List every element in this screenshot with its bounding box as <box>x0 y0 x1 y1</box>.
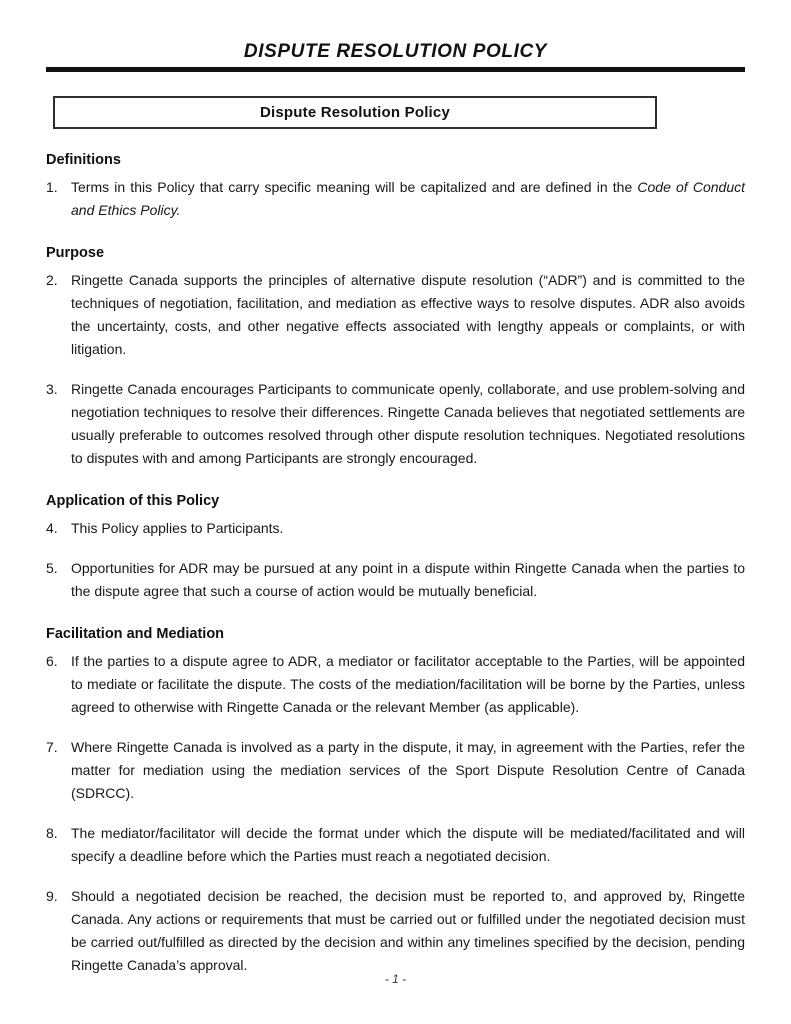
page-title: DISPUTE RESOLUTION POLICY <box>243 41 548 62</box>
text-segment: If the parties to a dispute agree to ADR, a mediator or facilitator acceptable to the Parties, will be appointed to mediate or facilitate the dispute. The costs of the mediation/facilitation will be borne by the Parties, unless agreed to otherwise with Ringette Canada or the relevant Member (as applicable). <box>71 653 745 715</box>
text-segment: Terms in this Policy that carry specific meaning will be capitalized and are defined in the <box>71 179 638 195</box>
section-heading: Definitions <box>46 152 121 168</box>
section-heading: Facilitation and Mediation <box>46 626 225 642</box>
italic-text-segment: Code of Conduct and Ethics Policy. <box>71 179 745 218</box>
title-rule <box>46 67 745 72</box>
policy-section <box>46 242 745 470</box>
numbered-paragraph <box>46 650 745 719</box>
section-heading: Purpose <box>46 245 105 261</box>
paragraph-number: 3. <box>46 381 58 397</box>
paragraph-text <box>71 176 745 222</box>
document-footer <box>0 972 791 986</box>
numbered-paragraph <box>46 378 745 470</box>
paragraph-text <box>71 517 745 540</box>
paragraph-number: 7. <box>46 739 58 755</box>
boxed-title-text: Dispute Resolution Policy <box>259 104 451 121</box>
paragraph-text <box>71 557 745 603</box>
paragraph-text <box>71 736 745 805</box>
section-heading: Application of this Policy <box>46 493 220 509</box>
text-segment: Ringette Canada encourages Participants to communicate openly, collaborate, and use problem-solving and negotiation techniques to resolve their differences. Ringette Canada believes that negotiated settlements are usually preferable to outcomes resolved through other dispute resolution techniques. Negotiated resolutions to disputes with and among Participants are strongly encouraged. <box>71 381 745 466</box>
paragraph-text <box>71 269 745 361</box>
text-segment: Where Ringette Canada is involved as a party in the dispute, it may, in agreement with the Parties, refer the matter for mediation using the mediation services of the Sport Dispute Resolution Centre of Canada (SDRCC). <box>71 739 745 801</box>
text-segment: The mediator/facilitator will decide the format under which the dispute will be mediated/facilitated and will specify a deadline before which the Parties must reach a negotiated decision. <box>71 825 745 864</box>
paragraph-number: 4. <box>46 520 58 536</box>
paragraph-number: 9. <box>46 888 58 904</box>
text-segment: Opportunities for ADR may be pursued at any point in a dispute within Ringette Canada when the parties to the dispute agree that such a course of action would be mutually beneficial. <box>71 560 745 599</box>
numbered-paragraph <box>46 517 745 540</box>
paragraph-number: 1. <box>46 179 58 195</box>
paragraph-number: 5. <box>46 560 58 576</box>
numbered-paragraph <box>46 736 745 805</box>
text-segment: This Policy applies to Participants. <box>71 520 284 536</box>
boxed-title <box>53 96 657 129</box>
paragraph-text <box>71 822 745 868</box>
policy-section <box>46 490 745 603</box>
numbered-paragraph <box>46 269 745 361</box>
paragraph-number: 8. <box>46 825 58 841</box>
document-body <box>46 149 745 977</box>
numbered-paragraph <box>46 557 745 603</box>
document-header <box>46 40 745 72</box>
text-segment: Should a negotiated decision be reached, the decision must be reported to, and approved by, Ringette Canada. Any actions or requirements that must be carried out or fulfilled under the negotiated decision must be carried out/fulfilled as directed by the decision and within any timelines specified by the decision, pending Ringette Canada’s approval. <box>71 888 745 973</box>
paragraph-number: 6. <box>46 653 58 669</box>
page-number: - 1 - <box>384 972 407 986</box>
text-segment: Ringette Canada supports the principles of alternative dispute resolution (“ADR”) and is committed to the techniques of negotiation, facilitation, and mediation as effective ways to resolve disputes. ADR also avoids the uncertainty, costs, and other negative effects associated with lengthy appeals or complaints, or with litigation. <box>71 272 745 357</box>
numbered-paragraph <box>46 885 745 977</box>
numbered-paragraph <box>46 176 745 222</box>
paragraph-number: 2. <box>46 272 58 288</box>
paragraph-text <box>71 885 745 977</box>
paragraph-text <box>71 650 745 719</box>
policy-section <box>46 623 745 977</box>
paragraph-text <box>71 378 745 470</box>
policy-section <box>46 149 745 222</box>
numbered-paragraph <box>46 822 745 868</box>
